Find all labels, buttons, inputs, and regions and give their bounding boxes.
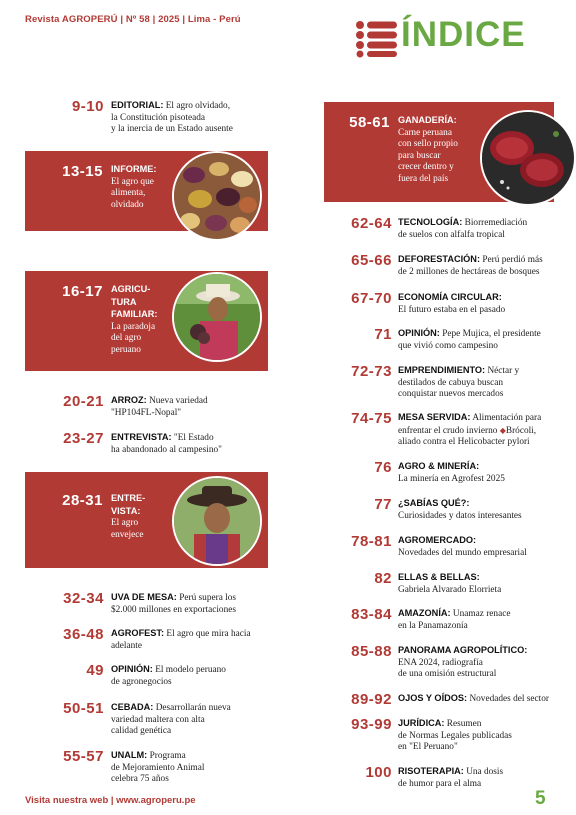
page-range: 67-70 — [351, 290, 392, 307]
entry-text: ARROZ: Nueva variedad "HP104FL-Nopal" — [111, 395, 208, 418]
page-range: 100 — [365, 764, 392, 781]
page-range: 28-31 — [62, 492, 103, 509]
page-range: 72-73 — [351, 363, 392, 380]
page-range: 82 — [374, 570, 392, 587]
page-range: 89-92 — [351, 691, 392, 708]
entry-text: AGRICU- TURA FAMILIAR: La paradoja del agro peruano — [111, 284, 158, 355]
entry-text: OJOS Y OÍDOS: Novedades del sector — [398, 693, 549, 704]
entry-text: AGROMERCADO: Novedades del mundo empresarial — [398, 535, 527, 558]
page-range: 58-61 — [349, 114, 390, 131]
page-range: 65-66 — [351, 252, 392, 269]
page-number: 5 — [535, 788, 546, 809]
entry-text: EDITORIAL: El agro olvidado, la Constitución pisoteada y la inercia de un Estado ausente — [111, 100, 233, 134]
page-range: 49 — [86, 662, 104, 679]
website-link[interactable]: Visita nuestra web | www.agroperu.pe — [25, 795, 196, 806]
page-range: 16-17 — [62, 283, 103, 300]
entry-text: AMAZONÍA: Unamaz renace en la Panamazonía — [398, 608, 511, 631]
entry-text: OPINIÓN: Pepe Mujica, el presidente que vivió como campesino — [398, 328, 541, 351]
diamond-icon: ◆ — [499, 425, 506, 435]
entry-text: OPINIÓN: El modelo peruano de agronegocios — [111, 664, 226, 687]
steak-photo — [480, 110, 576, 206]
entry-text: ¿SABÍAS QUÉ?: Curiosidades y datos interesantes — [398, 498, 522, 521]
magazine-header: Revista AGROPERÚ | Nº 58 | 2025 | Lima - Perú — [25, 14, 241, 25]
entry-text: RISOTERAPIA: Una dosis de humor para el alma — [398, 766, 504, 789]
entry-text: UVA DE MESA: Perú supera los $2.000 millones en exportaciones — [111, 592, 236, 615]
page-range: 62-64 — [351, 215, 392, 232]
entry-text: INFORME: El agro que alimenta, olvidado — [111, 164, 157, 210]
page-range: 50-51 — [63, 700, 104, 717]
page-range: 71 — [374, 326, 392, 343]
entry-text: ENTREVISTA: "El Estado ha abandonado al campesino" — [111, 432, 222, 455]
entry-text: ENTRE- VISTA: El agro envejece — [111, 493, 146, 540]
entry-text: AGROFEST: El agro que mira hacia adelante — [111, 628, 251, 651]
entry-text: JURÍDICA: Resumen de Normas Legales publicadas en "El Peruano" — [398, 718, 512, 752]
entry-text: TECNOLOGÍA: Biorremediación de suelos con alfalfa tropical — [398, 217, 528, 240]
farmer-man-photo — [172, 476, 262, 566]
entry-text: CEBADA: Desarrollarán nueva variedad maltera con alta calidad genética — [111, 702, 231, 736]
page-range: 76 — [374, 459, 392, 476]
potatoes-photo — [172, 151, 262, 241]
page-range: 83-84 — [351, 606, 392, 623]
page-range: 32-34 — [63, 590, 104, 607]
page-range: 20-21 — [63, 393, 104, 410]
entry-text: ECONOMÍA CIRCULAR: El futuro estaba en el pasado — [398, 292, 506, 315]
page-range: 78-81 — [351, 533, 392, 550]
farmer-woman-photo — [172, 272, 262, 362]
entry-text: EMPRENDIMIENTO: Néctar y destilados de cabuya buscan conquistar nuevos mercados — [398, 365, 520, 399]
entry-text: UNALM: Programa de Mejoramiento Animal celebra 75 años — [111, 750, 205, 784]
entry-text: DEFORESTACIÓN: Perú perdió más de 2 millones de hectáreas de bosques — [398, 254, 543, 277]
page-range: 13-15 — [62, 163, 103, 180]
page-range: 93-99 — [351, 716, 392, 733]
index-title: ÍNDICE — [401, 15, 526, 54]
page-range: 55-57 — [63, 748, 104, 765]
entry-text: AGRO & MINERÍA: La minería en Agrofest 2025 — [398, 461, 505, 484]
entry-text: MESA SERVIDA: Alimentación para enfrentar el crudo invierno ◆Brócoli, aliado contra el Helicobacter pylori — [398, 412, 542, 447]
entry-text: ELLAS & BELLAS: Gabriela Alvarado Elorrieta — [398, 572, 502, 595]
list-icon — [355, 20, 397, 58]
page-range: 74-75 — [351, 410, 392, 427]
page-range: 23-27 — [63, 430, 104, 447]
page-range: 36-48 — [63, 626, 104, 643]
entry-text: GANADERÍA: Carne peruana con sello propio para buscar crecer dentro y fuera del país — [398, 115, 458, 184]
page-range: 77 — [374, 496, 392, 513]
page-range: 9-10 — [71, 98, 104, 115]
index-logo — [355, 15, 551, 60]
page-range: 85-88 — [351, 643, 392, 660]
entry-text: PANORAMA AGROPOLÍTICO: ENA 2024, radiografía de una omisión estructural — [398, 645, 528, 679]
